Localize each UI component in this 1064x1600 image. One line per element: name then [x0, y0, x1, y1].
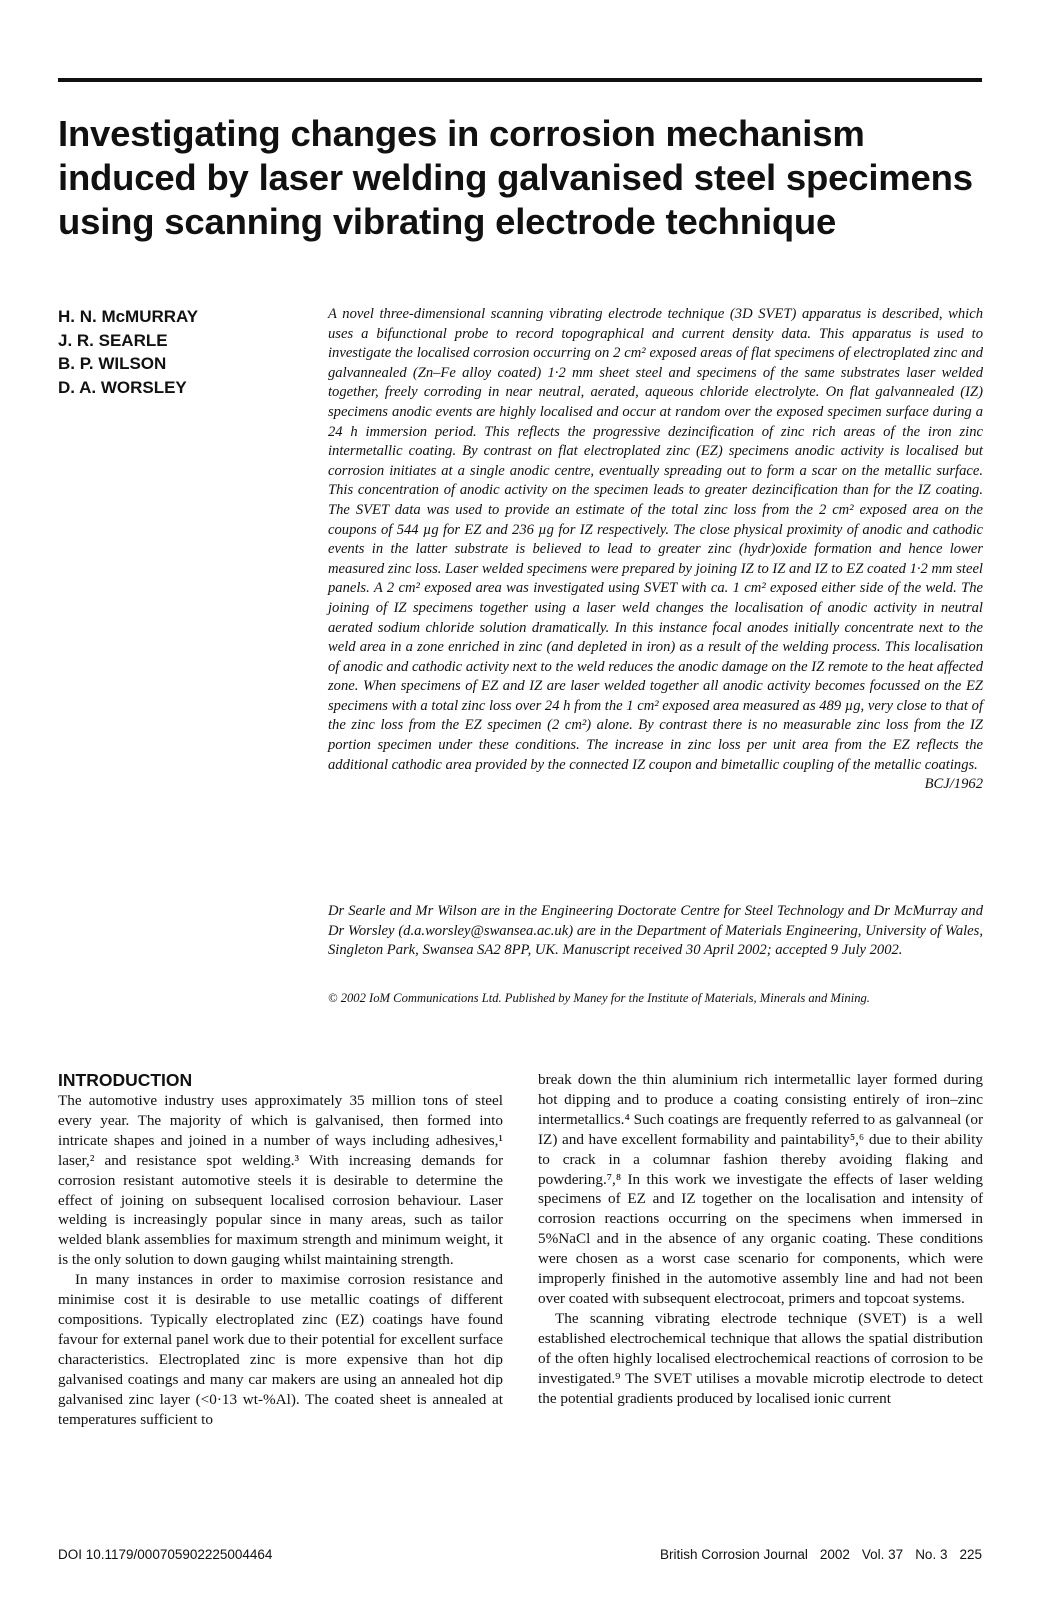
paragraph: The automotive industry uses approximately 35 million tons of steel every year. The majority of which is galvanised, then formed into intricate shapes and joined in a number of ways including adhesives,¹ laser,² and resistance spot welding.³ With increasing demands for corrosion resistant automotive steels it is desirable to determine the effect of joining on subsequent localised corrosion behaviour. Laser welding is increasingly popular since in many areas, such as tailor welded blank assemblies for maximum strength and minimum weight, it is the only solution to down gauging whilst maintaining strength. — [58, 1092, 503, 1269]
footer-volume: Vol. 37 — [861, 1547, 904, 1562]
footer-year: 2002 — [819, 1547, 850, 1562]
paragraph: break down the thin aluminium rich intermetallic layer formed during hot dipping and to produce a coating consisting entirely of iron–zinc intermetallics.⁴ Such coatings are frequently referred to as galvanneal (or IZ) and have excellent formability and paintability⁵,⁶ due to their ability to crack in a columnar fashion thereby avoiding flaking and powdering.⁷,⁸ In this work we investigate the effects of laser welding specimens of EZ and IZ together on the localisation and intensity of corrosion reactions occurring on the specimens when immersed in 5%NaCl and in the absence of any organic coating. These conditions were chosen as a worst case scenario for components, which were improperly finished in the automotive assembly line and had not been over coated with subsequent electrocoat, primers and topcoat systems. — [538, 1071, 983, 1307]
page-number: 225 — [959, 1547, 982, 1562]
paper-title: Investigating changes in corrosion mechanism induced by laser welding galvanised steel specimens using scanning vibrating electrode technique — [58, 113, 973, 242]
abstract-text: A novel three-dimensional scanning vibrating electrode technique (3D SVET) apparatus is described, which uses a bifunctional probe to record topographical and current density data. This apparatus is used to investigate the localised corrosion occurring on 2 cm² exposed areas of flat specimens of electroplated zinc and galvannealed (Zn–Fe alloy coated) 1·2 mm sheet steel and specimens of the same substrates laser welded together, freely corroding in near neutral, aerated, aqueous chloride electrolyte. On flat galvannealed (IZ) specimens anodic events are highly localised and occur at random over the exposed specimen surface during a 24 h immersion period. This reflects the progressive dezincification of zinc rich areas of the iron zinc intermetallic coating. By contrast on flat electroplated zinc (EZ) specimens anodic activity is localised but corrosion initiates at a single anodic centre, eventually spreading out to form a scar on the metallic surface. This concentration of anodic activity on the specimen leads to greater dezincification than for the IZ coating. The SVET data was used to provide an estimate of the total zinc loss from the 2 cm² exposed area on the coupons of 544 µg for EZ and 236 µg for IZ respectively. The close physical proximity of anodic and cathodic events in the latter substrate is believed to lead to greater zinc (hydr)oxide formation and hence lower measured zinc loss. Laser welded specimens were prepared by joining IZ to IZ and IZ to EZ coated 1·2 mm steel panels. A 2 cm² exposed area was investigated using SVET with ca. 1 cm² exposed either side of the weld. The joining of IZ specimens together using a laser weld changes the localisation of anodic activity in neutral aerated sodium chloride solution dramatically. In this instance focal anodes initially concentrate next to the weld area in a zone enriched in zinc (and depleted in iron) as a result of the welding process. This localisation of anodic and cathodic activity next to the weld reduces the anodic damage on the IZ remote to the heat affected zone. When specimens of EZ and IZ are laser welded together all anodic activity becomes focussed on the EZ specimens with a total zinc loss over 24 h from the 1 cm² exposed area measured as 489 µg, very close to that of the zinc loss from the EZ specimen (2 cm²) alone. By contrast there is no measurable zinc loss from the IZ portion specimen under these conditions. The increase in zinc loss per unit area from the EZ reflects the additional cathodic area provided by the connected IZ coupon and bimetallic coupling of the metallic coatings. — [328, 306, 983, 773]
author-name: H. N. McMURRAY — [58, 307, 199, 326]
abstract-code: BCJ/1962 — [924, 776, 983, 793]
abstract — [328, 305, 983, 795]
author-list — [58, 305, 298, 399]
footer-doi: DOI 10.1179/000705902225004464 — [58, 1547, 273, 1562]
author-affiliation: Dr Searle and Mr Wilson are in the Engineering Doctorate Centre for Steel Technology and Dr McMurray and Dr Worsley (d.a.worsley@swansea.ac.uk) are in the Department of Materials Engineering, University of Wales, Singleton Park, Swansea SA2 8PP, UK. Manuscript received 30 April 2002; accepted 9 July 2002. — [328, 903, 983, 959]
section-heading-introduction: INTRODUCTION — [58, 1070, 193, 1090]
paragraph: In many instances in order to maximise corrosion resistance and minimise cost it is desirable to use metallic coatings of different compositions. Typically electroplated zinc (EZ) coatings have found favour for external panel work due to their potential for excellent surface characteristics. Electroplated zinc is more expensive than hot dip galvanised coatings and many car makers are using an annealed hot dip galvanised zinc layer (<0·13 wt-%Al). The coated sheet is annealed at temperatures sufficient to — [58, 1271, 503, 1428]
footer-issue: No. 3 — [915, 1547, 948, 1562]
author-name: B. P. WILSON — [58, 354, 167, 373]
column-right — [538, 1070, 983, 1408]
column-left — [58, 1070, 503, 1429]
paragraph: The scanning vibrating electrode technique (SVET) is a well established electrochemical technique that allows the spatial distribution of the often highly localised electrochemical reactions of corrosion to be investigated.⁹ The SVET utilises a movable microtip electrode to detect the potential gradients produced by localised ionic current — [538, 1309, 983, 1407]
author-name: J. R. SEARLE — [58, 330, 168, 350]
top-rule — [58, 78, 982, 82]
footer-journal: British Corrosion Journal — [660, 1547, 808, 1562]
author-name: D. A. WORSLEY — [58, 377, 187, 397]
footer-journal-info — [660, 1547, 982, 1562]
copyright-notice: © 2002 IoM Communications Ltd. Published by Maney for the Institute of Materials, Minerals and Mining. — [328, 991, 870, 1005]
